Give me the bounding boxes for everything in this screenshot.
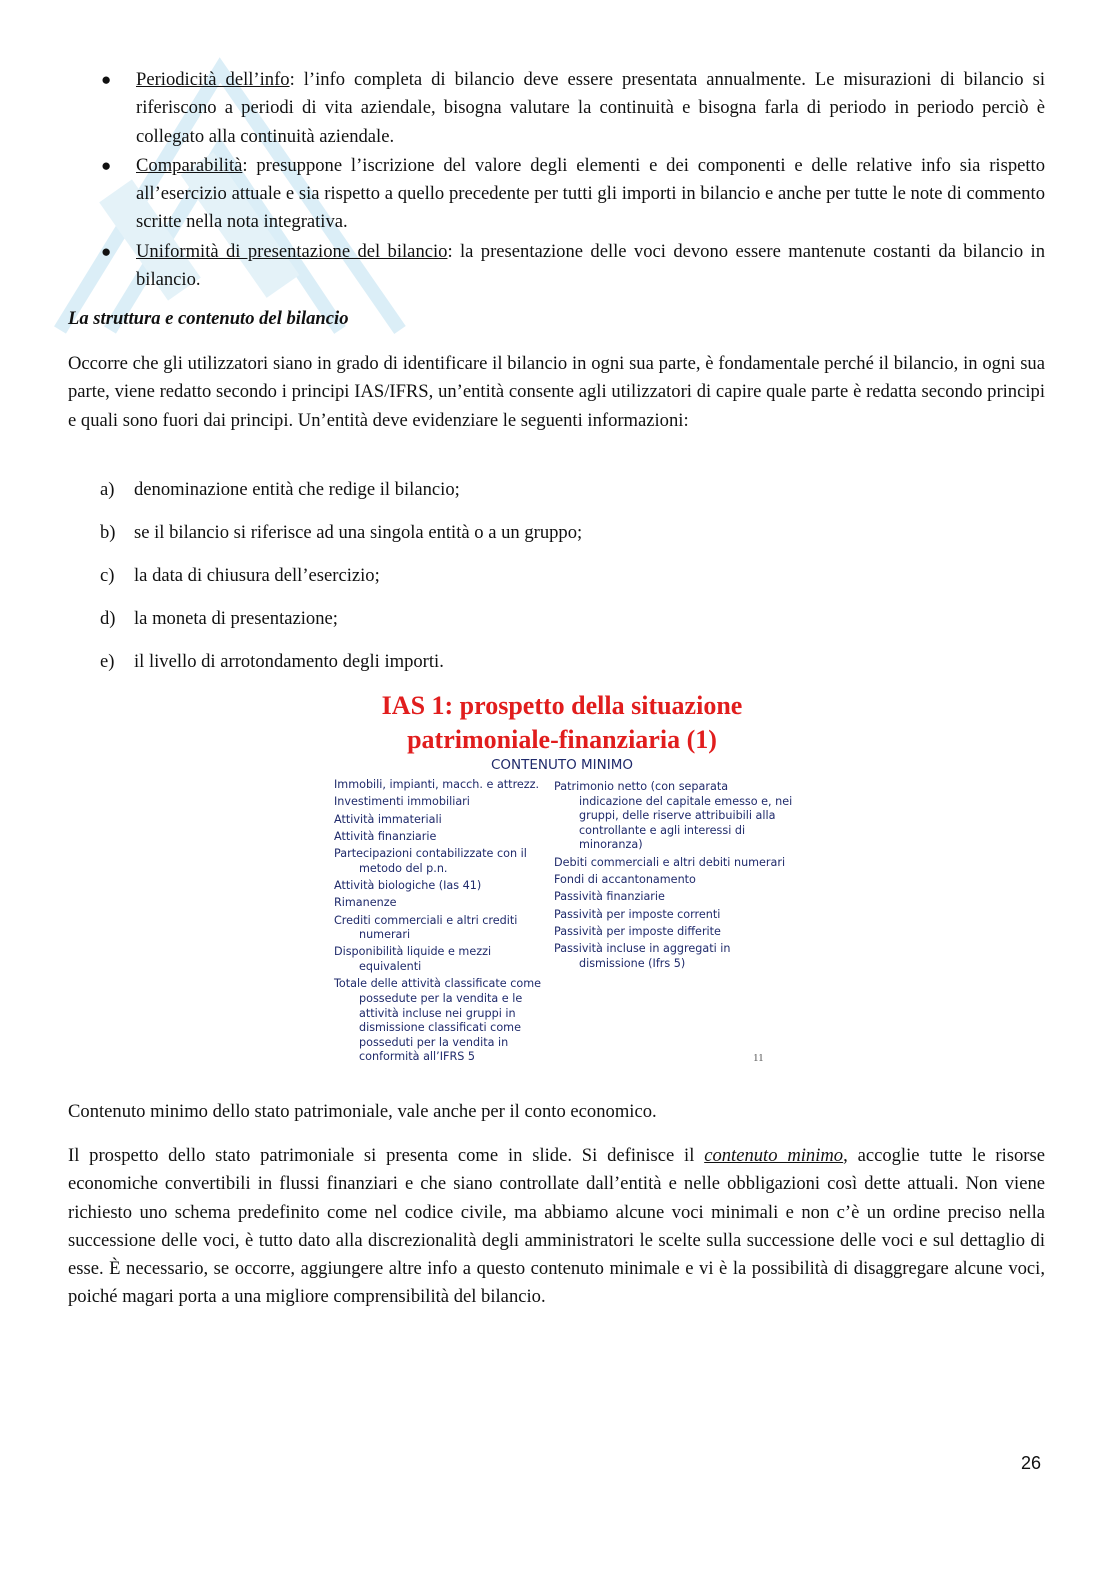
slide-liability-item: Patrimonio netto (con separata indicazione del capitale emesso e, nei gruppi, delle riserve attribuibili alla controllante e agli interessi di minoranza): [554, 780, 793, 852]
letter-text: la data di chiusura dell’esercizio;: [134, 565, 380, 586]
slide-liabilities-list: [554, 780, 794, 974]
bullet-item: [100, 238, 1045, 295]
slide-asset-item: Rimanenze: [334, 896, 397, 910]
final-paragraph: [68, 1142, 1045, 1312]
slide-title-line1: IAS 1: prospetto della situazione: [381, 691, 743, 720]
bullet-item: [100, 66, 1045, 151]
final-paragraph-text: Il prospetto dello stato patrimoniale si presenta come in slide. Si definisce il: [68, 1145, 705, 1166]
slide-liability-item: Passività per imposte differite: [554, 924, 721, 938]
final-paragraph-emphasis: contenuto minimo: [704, 1145, 844, 1166]
letter-text: denominazione entità che redige il bilancio;: [134, 479, 460, 500]
bullet-dot-icon: ●: [101, 241, 112, 261]
slide-title: [322, 689, 802, 757]
bullet-term: Uniformità di presentazione del bilancio: [136, 240, 448, 262]
bullet-dot-icon: ●: [101, 155, 112, 175]
letter-label: a): [100, 479, 115, 500]
final-paragraph-text: , accoglie tutte le risorse economiche convertibili in flussi finanziari e che siano controllate dall’entità e nelle obbligazioni così dette attuali. Non viene richiesto uno schema predefinito come nel codice civile, ma abbiamo alcune voci minimali e non c’è un ordine preciso nella successione delle voci, è tutto dato alla discrezionalità degli amministratori le scelte sulla successione delle voci e sul dettaglio di esse. È necessario, se occorre, aggiungere altre info a questo contenuto minimale e vi è la possibilità di disaggregare alcune voci, poiché magari porta a una migliore comprensibilità del bilancio.: [68, 1145, 1045, 1308]
letter-label: c): [100, 565, 115, 586]
slide-asset-item: Totale delle attività classificate come possedute per la vendita e le attività incluse nei gruppi in dismissione classificati come posseduti per la vendita in conformità all’IFRS 5: [334, 977, 542, 1064]
slide-asset-item: Immobili, impianti, macch. e attrezz.: [334, 778, 540, 791]
slide-asset-item: Crediti commerciali e altri crediti numerari: [334, 913, 518, 942]
slide-asset-item: Partecipazioni contabilizzate con il metodo del p.n.: [334, 847, 527, 875]
bullet-term: Periodicità dell’info: [136, 69, 290, 90]
letter-label: e): [100, 651, 115, 672]
slide-liability-item: Debiti commerciali e altri debiti numerari: [554, 855, 786, 869]
bullet-item: [100, 152, 1045, 237]
slide-asset-item: Investimenti immobiliari: [334, 795, 470, 809]
letter-label: d): [100, 608, 116, 629]
slide-liability-item: Passività incluse in aggregati in dismissione (Ifrs 5): [554, 942, 731, 970]
letter-list: [100, 476, 582, 691]
letter-list-item: [100, 519, 582, 562]
section-heading: La struttura e contenuto del bilancio: [68, 308, 349, 329]
slide-liability-item: Passività per imposte correnti: [554, 907, 721, 921]
bullet-text: : presuppone l’iscrizione del valore degli elementi e dei componenti e delle relative info sia rispetto all’esercizio attuale e sia rispetto a quello precedente per tutti gli importi in bilancio e anche per tutte le note di commento scritte nella nota integrativa.: [136, 154, 1045, 233]
letter-text: il livello di arrotondamento degli importi.: [134, 651, 444, 672]
slide-asset-item: Disponibilità liquide e mezzi equivalenti: [334, 945, 492, 974]
slide-liability-item: Fondi di accantonamento: [554, 872, 696, 886]
letter-list-item: [100, 605, 582, 648]
slide-title-line2: patrimoniale-finanziaria (1): [407, 725, 717, 754]
intro-paragraph: Occorre che gli utilizzatori siano in grado di identificare il bilancio in ogni sua parte, è fondamentale perché il bilancio, in ogni sua parte, viene redatto secondo i principi IAS/IFRS, un’entità consente agli utilizzatori di capire quale parte è redatta secondo principi e quali sono fuori dai principi. Un’entità deve evidenziare le seguenti informazioni:: [68, 353, 1045, 431]
slide-assets-list: [334, 778, 549, 1068]
bullet-dot-icon: ●: [101, 70, 112, 89]
bullet-text: : la presentazione delle voci devono essere mantenute costanti da bilancio in bilancio.: [136, 240, 1045, 291]
letter-label: b): [100, 522, 116, 543]
page-number: 26: [1021, 1453, 1042, 1473]
letter-list-item: [100, 476, 582, 519]
bullet-text: : l’info completa di bilancio deve essere presentata annualmente. Le misurazioni di bilancio si riferiscono a periodi di vita aziendale, bisogna valutare la continuità e bisogna farla di periodo in periodo perciò è collegato alla continuità aziendale.: [136, 69, 1045, 147]
bullet-term: Comparabilità: [136, 154, 243, 176]
slide-asset-item: Attività immateriali: [334, 812, 442, 826]
letter-text: la moneta di presentazione;: [134, 608, 338, 629]
slide-liability-item: Passività finanziarie: [554, 890, 665, 904]
slide-subtitle: CONTENUTO MINIMO: [490, 757, 634, 773]
caption-paragraph: Contenuto minimo dello stato patrimoniale, vale anche per il conto economico.: [68, 1101, 657, 1122]
letter-list-item: [100, 562, 582, 605]
slide-number: 11: [753, 1052, 764, 1064]
slide-asset-item: Attività biologiche (Ias 41): [334, 879, 482, 892]
principles-bullet-list: [100, 66, 1045, 295]
slide-asset-item: Attività finanziarie: [334, 829, 437, 843]
embedded-slide-image: [322, 685, 792, 1087]
letter-text: se il bilancio si riferisce ad una singola entità o a un gruppo;: [134, 522, 583, 543]
